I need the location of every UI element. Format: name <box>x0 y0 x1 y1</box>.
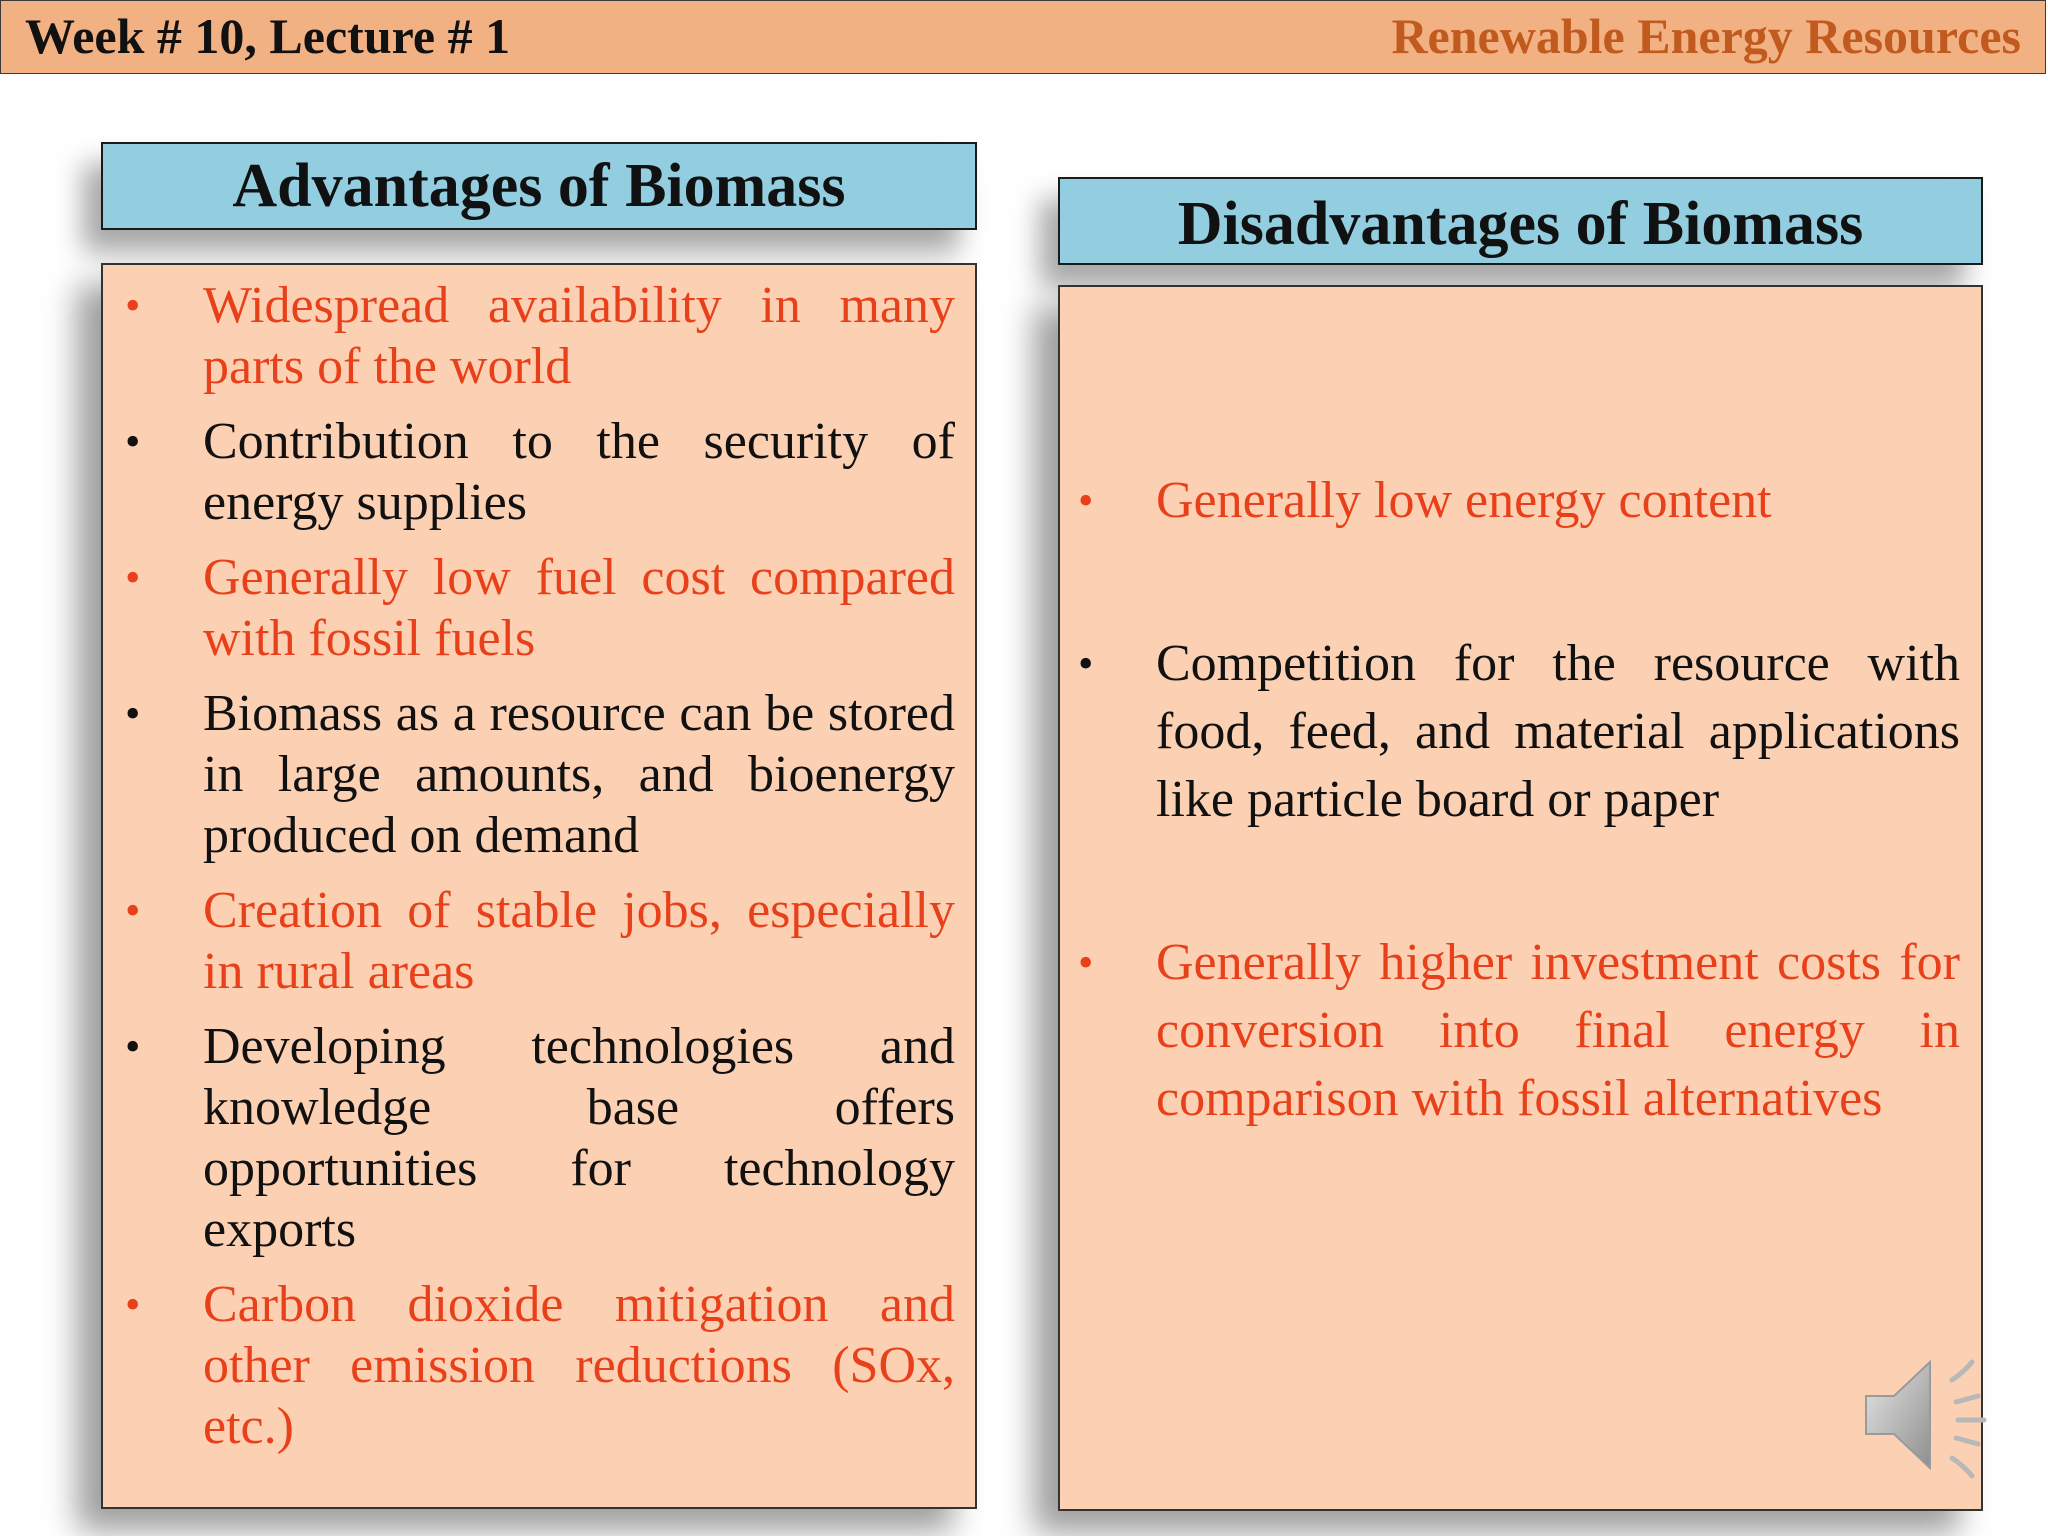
list-item <box>125 1274 955 1457</box>
list-item <box>125 880 955 1002</box>
list-item-text: Generally low energy content <box>1156 472 1772 529</box>
list-item <box>125 547 955 669</box>
disadvantages-list <box>1078 467 1960 1228</box>
list-item <box>1078 630 1960 834</box>
bullet-icon: • <box>125 886 141 935</box>
bullet-icon: • <box>125 553 141 602</box>
bullet-icon: • <box>125 281 141 330</box>
bullet-icon: • <box>1078 639 1094 688</box>
speaker-icon-graphic <box>1860 1350 1990 1480</box>
course-title: Renewable Energy Resources <box>1391 8 2021 64</box>
list-item <box>1078 929 1960 1133</box>
list-item <box>1078 467 1960 535</box>
list-item-text: Generally higher investment costs for conversion into final energy in comparison with fossil alternatives <box>1156 934 1960 1127</box>
list-item-text: Developing technologies and knowledge base offers opportunities for technology exports <box>203 1018 955 1258</box>
bullet-icon: • <box>1078 938 1094 987</box>
bullet-icon: • <box>125 1022 141 1071</box>
bullet-icon: • <box>125 417 141 466</box>
list-item-text: Contribution to the security of energy supplies <box>203 413 955 531</box>
speaker-icon[interactable] <box>1860 1350 1990 1480</box>
list-item-text: Widespread availability in many parts of the world <box>203 277 955 395</box>
slide-header <box>0 0 2046 74</box>
list-item <box>125 275 955 397</box>
advantages-list <box>125 275 955 1471</box>
bullet-icon: • <box>125 689 141 738</box>
lecture-label: Week # 10, Lecture # 1 <box>25 8 511 64</box>
list-item-text: Competition for the resource with food, feed, and material applications like particle board or paper <box>1156 635 1960 828</box>
advantages-title: Advantages of Biomass <box>101 142 977 230</box>
list-item-text: Generally low fuel cost compared with fossil fuels <box>203 549 955 667</box>
bullet-icon: • <box>125 1280 141 1329</box>
bullet-icon: • <box>1078 476 1094 525</box>
list-item-text: Carbon dioxide mitigation and other emission reductions (SOx, etc.) <box>203 1276 955 1455</box>
list-item <box>125 1016 955 1260</box>
list-item <box>125 683 955 866</box>
list-item-text: Creation of stable jobs, especially in rural areas <box>203 882 955 1000</box>
list-item <box>125 411 955 533</box>
list-item-text: Biomass as a resource can be stored in large amounts, and bioenergy produced on demand <box>203 685 955 864</box>
disadvantages-panel <box>1058 285 1983 1511</box>
advantages-panel <box>101 263 977 1509</box>
disadvantages-title: Disadvantages of Biomass <box>1058 177 1983 265</box>
